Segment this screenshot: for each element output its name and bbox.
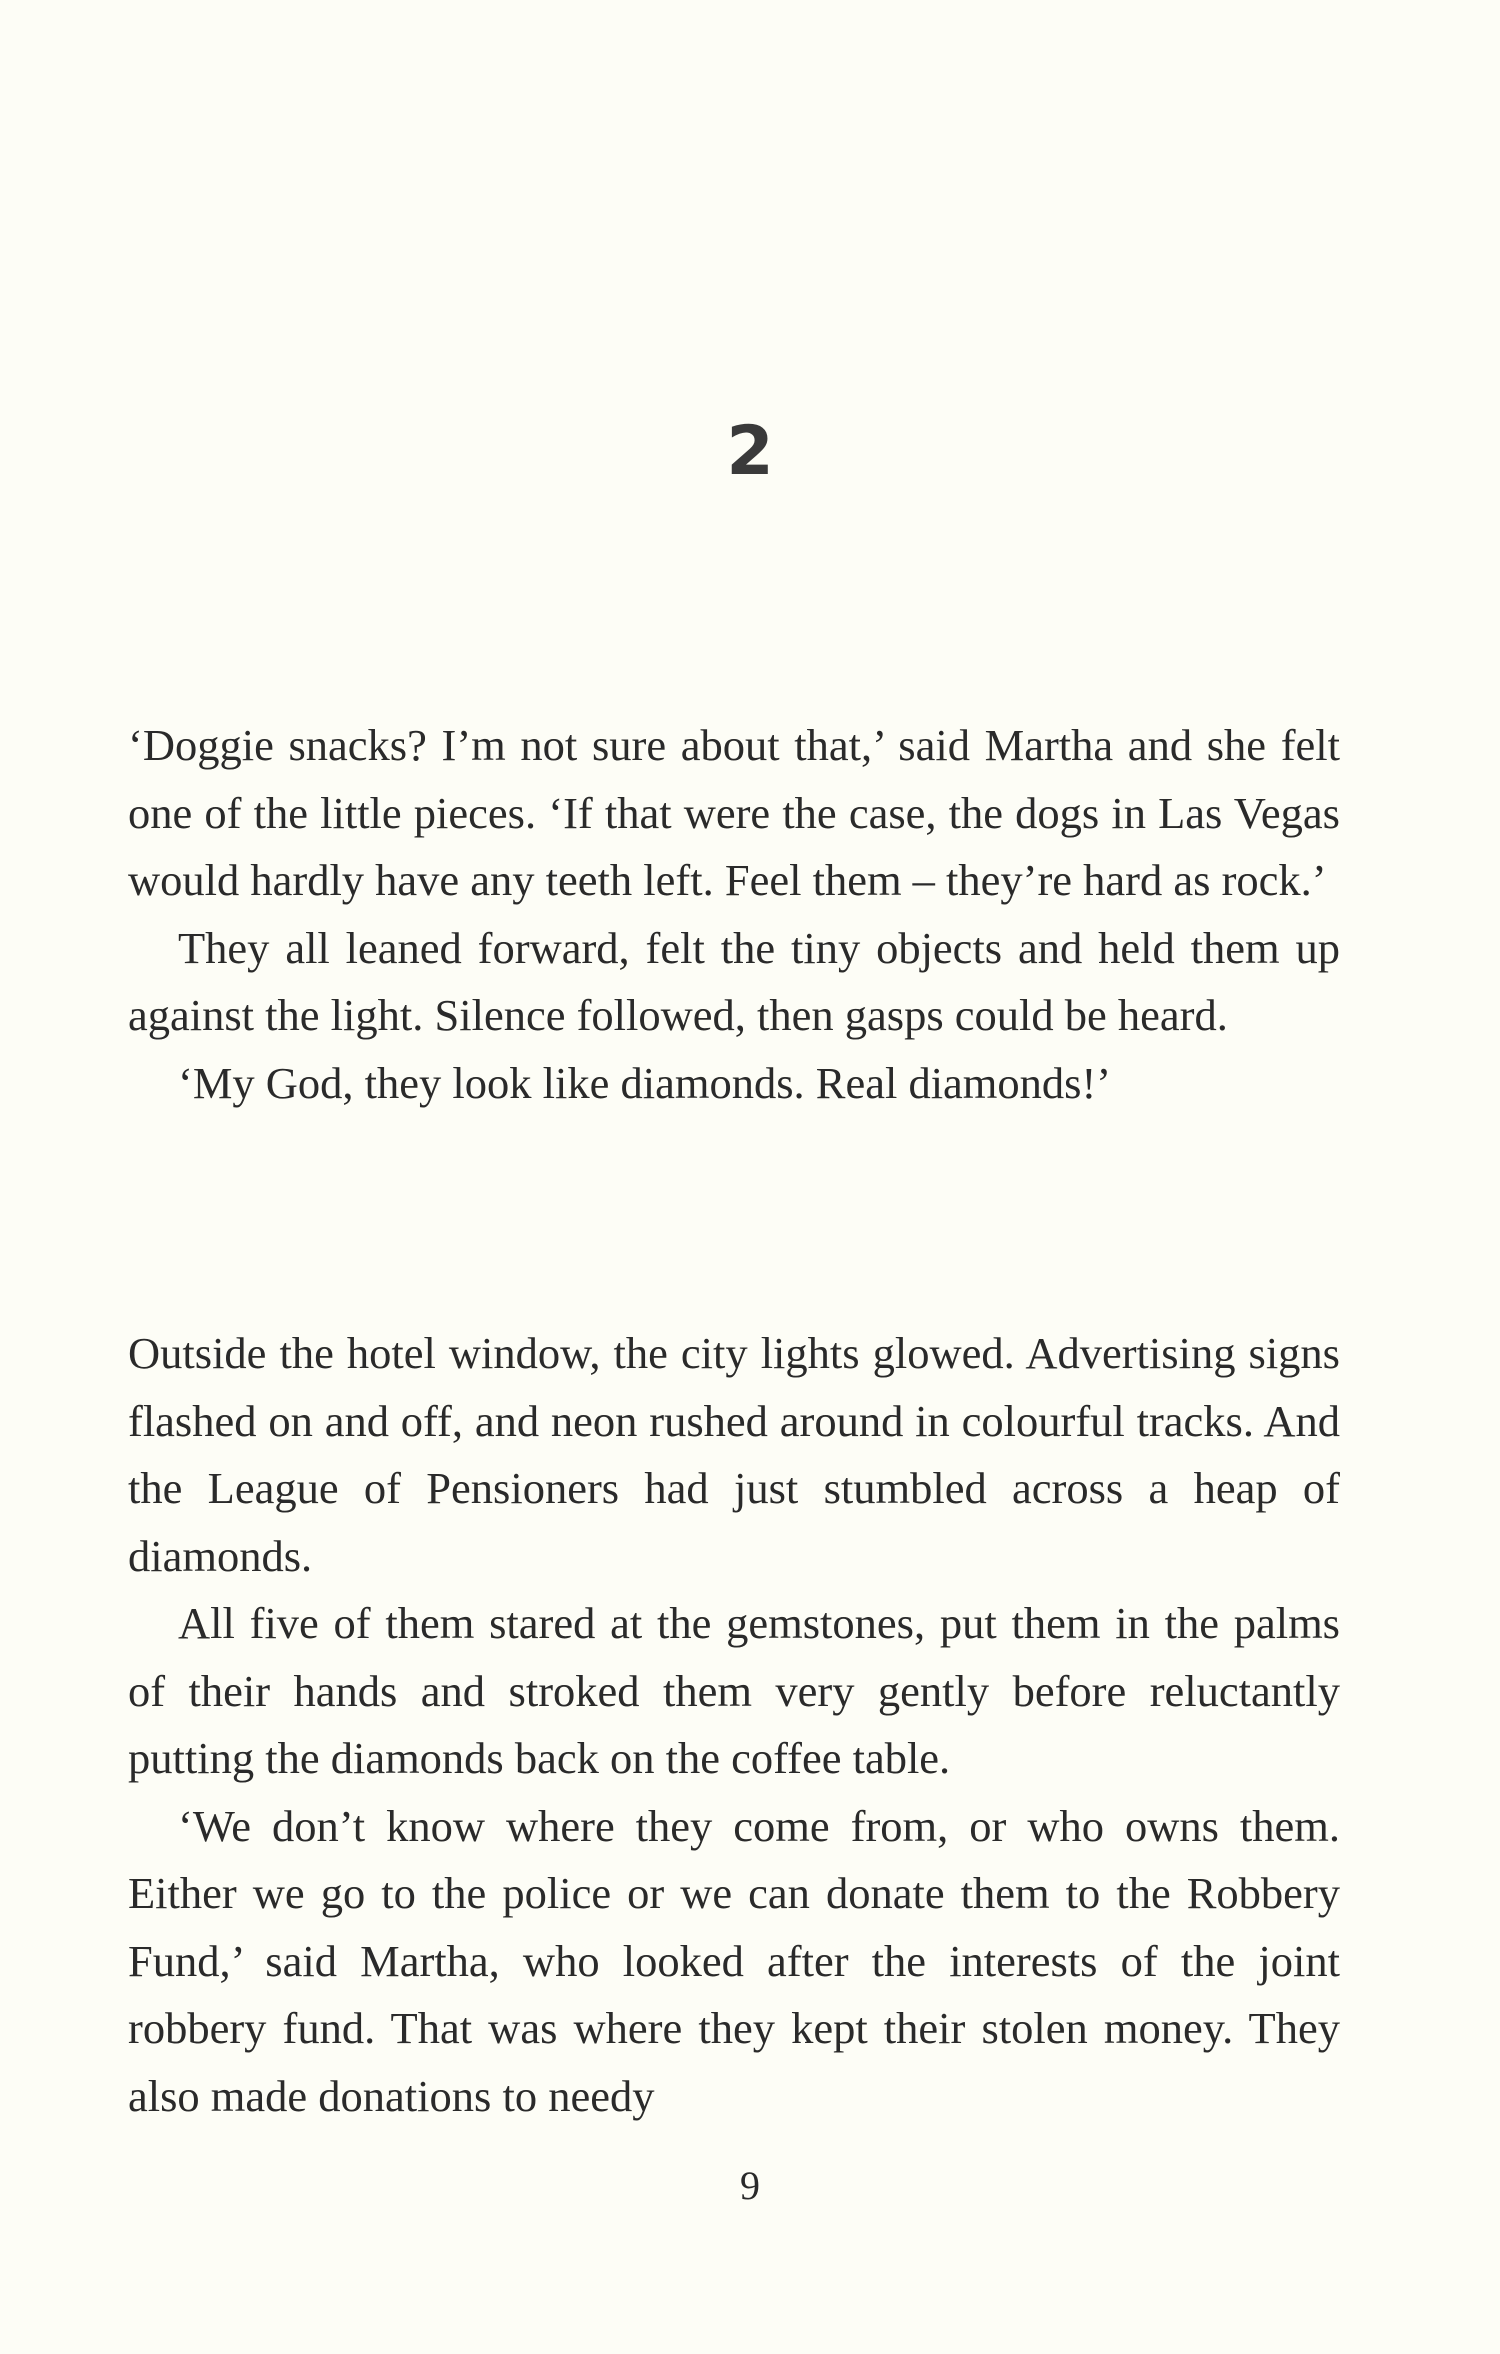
paragraph: ‘Doggie snacks? I’m not sure about that,’ said Martha and she felt one of the little pieces. ‘If that were the case, the dogs in Las Vegas would hardly have any teeth left. Feel them – they’re hard as rock.’	[128, 720, 1340, 905]
chapter-number: 2	[726, 412, 774, 491]
paragraph: All five of them stared at the gemstones, put them in the palms of their hands and stroked them very gently before reluctantly putting the diamonds back on the coffee table.	[128, 1598, 1340, 1783]
paragraph: ‘We don’t know where they come from, or who owns them. Either we go to the police or we can donate them to the Robbery Fund,’ said Martha, who looked after the interests of the joint robbery fund. That was where they kept their stolen money. They also made donations to needy	[128, 1800, 1340, 2121]
text-section-2	[128, 1320, 1340, 2130]
paragraph: Outside the hotel window, the city lights glowed. Advertising signs flashed on and off, and neon rushed around in colourful tracks. And the League of Pensioners had just stumbled across a heap of diamonds.	[128, 1328, 1340, 1581]
paragraph: ‘My God, they look like diamonds. Real diamonds!’	[178, 1057, 1112, 1108]
text-section-1	[128, 712, 1340, 1117]
page-number: 9	[740, 2163, 760, 2208]
paragraph: They all leaned forward, felt the tiny objects and held them up against the light. Silence followed, then gasps could be heard.	[128, 922, 1340, 1040]
